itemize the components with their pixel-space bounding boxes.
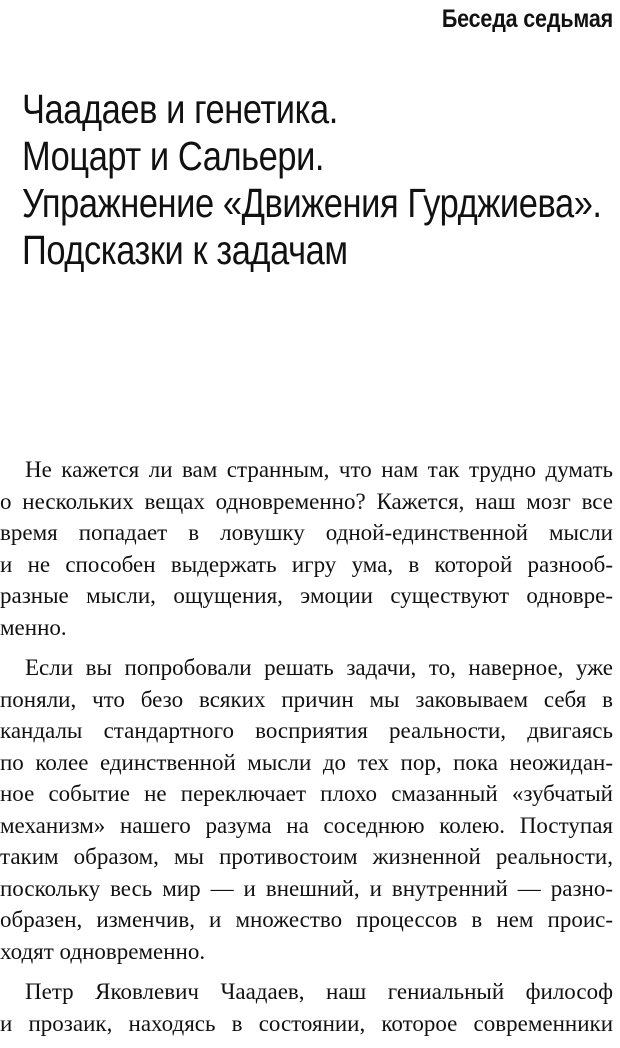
text-line: и не способен выдержать игру ума, в которой разнооб- (0, 551, 613, 577)
text-line: образен, изменчив, и множество процессов в нем проис- (0, 907, 613, 932)
text-line: Не кажется ли вам странным, что нам так трудно думать (25, 457, 613, 482)
text-line: Если вы попробовали решать задачи, то, наверное, уже (25, 655, 613, 680)
text-line: поняли, что безо всяких причин мы заковываем себя в (0, 686, 613, 712)
text-line: Петр Яковлевич Чаадаев, наш гениальный философ (25, 979, 613, 1004)
body-text (0, 454, 613, 1048)
text-line: кандалы стандартного восприятия реальности, двигаясь (0, 718, 613, 743)
chapter-title-line: Моцарт и Сальери. (22, 133, 325, 179)
chapter-title (22, 86, 602, 274)
paragraph (0, 454, 613, 643)
chapter-title-line: Упражнение «Движения Гурджиева». (22, 180, 602, 226)
text-line: поскольку весь мир — и внешний, и внутренний — разно- (0, 875, 613, 901)
text-line: о нескольких вещах одновременно? Кажется, наш мозг все (0, 488, 613, 514)
paragraph (0, 976, 613, 1039)
paragraph (0, 652, 613, 967)
running-head: Беседа седьмая (441, 5, 613, 33)
text-line: по колее единственной мысли до тех пор, пока неожидан- (0, 749, 613, 775)
text-line: менно. (0, 614, 67, 640)
text-line: механизм» нашего разума на соседнюю колею. Поступая (0, 812, 613, 838)
text-line: и прозаик, находясь в состоянии, которое современники (0, 1010, 613, 1036)
text-line: ходят одновременно. (0, 938, 206, 964)
text-line: таким образом, мы противостоим жизненной реальности, (0, 844, 613, 869)
text-line: разные мысли, ощущения, эмоции существуют одновре- (0, 583, 613, 608)
text-line: время попадает в ловушку одной-единственной мысли (0, 520, 613, 545)
chapter-title-line: Чаадаев и генетика. (22, 86, 338, 132)
chapter-title-line: Подсказки к задачам (22, 227, 348, 273)
text-line: ное событие не переключает плохо смазанный «зубчатый (0, 781, 613, 806)
